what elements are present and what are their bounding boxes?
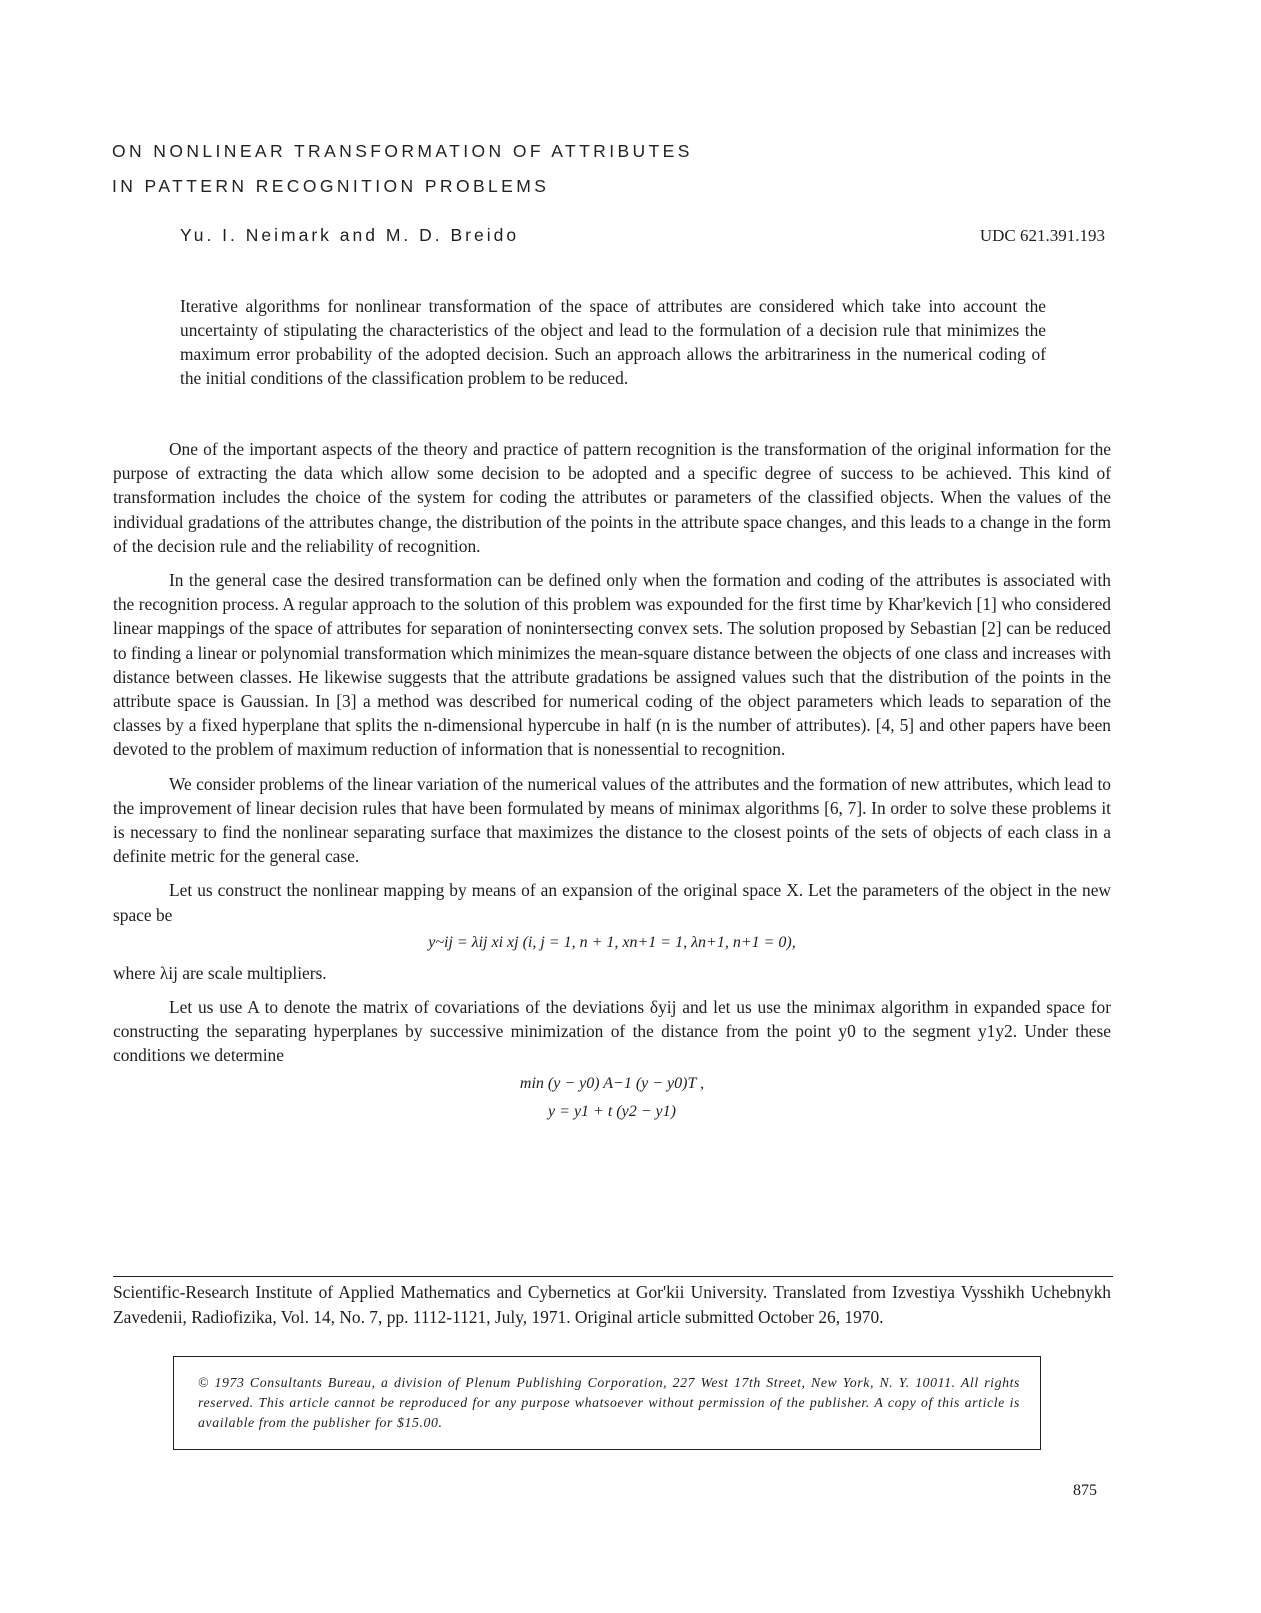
authors: Yu. I. Neimark and M. D. Breido [180, 225, 520, 245]
paragraph-1: One of the important aspects of the theory and practice of pattern recognition is the transformation of the original information for the purpose of extracting the data which allow some decision to be adopted and a specific degree of success to be achieved. This kind of transformation includes the choice of the system for coding the attributes or parameters of the classified objects. When the values of the individual gradations of the attributes change, the distribution of the points in the attribute space changes, and this leads to a change in the form of the decision rule and the reliability of recognition. [113, 439, 1111, 556]
equation-segment: y = y1 + t (y2 − y1) [548, 1102, 676, 1120]
equation-mapping: y~ij = λij xi xj (i, j = 1, n + 1, xn+1 = 1, λn+1, n+1 = 0), [428, 933, 796, 951]
title-line-2: IN PATTERN RECOGNITION PROBLEMS [112, 176, 550, 196]
abstract: Iterative algorithms for nonlinear transformation of the space of attributes are considered which take into account the uncertainty of stipulating the characteristics of the object and lead to the formulation of a decision rule that minimizes the maximum error probability of the adopted decision. Such an approach allows the arbitrariness in the numerical coding of the initial conditions of the classification problem to be reduced. [180, 296, 1046, 388]
body-text [113, 437, 1111, 1124]
page-number: 875 [1073, 1482, 1097, 1499]
udc-code: UDC 621.391.193 [979, 226, 1105, 245]
copyright-box [173, 1356, 1041, 1450]
footnote: Scientific-Research Institute of Applied Mathematics and Cybernetics at Gor'kii University. Translated from Izvestiya Vysshikh Uchebnykh Zavedenii, Radiofizika, Vol. 14, No. 7, pp. 1112-1121, July, 1971. Original article submitted October 26, 1970. [113, 1282, 1111, 1327]
paragraph-3: We consider problems of the linear variation of the numerical values of the attributes and the formation of new attributes, which lead to the improvement of linear decision rules that have been formulated by means of minimax algorithms [6, 7]. In order to solve these problems it is necessary to find the nonlinear separating surface that maximizes the distance to the closest points of the sets of objects of each class in a definite metric for the general case. [113, 773, 1111, 867]
paragraph-6: Let us use A to denote the matrix of covariations of the deviations δyij and let us use the minimax algorithm in expanded space for constructing the separating hyperplanes by successive minimization of the distance from the point y0 to the segment y1y2. Under these conditions we determine [113, 997, 1111, 1066]
paragraph-2: In the general case the desired transformation can be defined only when the formation and coding of the attributes is associated with the recognition process. A regular approach to the solution of this problem was expounded for the first time by Khar'kevich [1] who considered linear mappings of the space of attributes for separation of nonintersecting convex sets. The solution proposed by Sebastian [2] can be reduced to finding a linear or polynomial transformation which minimizes the mean-square distance between the objects of one class and increases with distance between classes. He likewise suggests that the attribute gradations be assigned values such that the distribution of the points in the attribute space is Gaussian. In [3] a method was described for numerical coding of the object parameters which leads to separation of the classes by a fixed hyperplane that splits the n-dimensional hypercube in half (n is the number of attributes). [4, 5] and other papers have been devoted to the problem of maximum reduction of information that is nonessential to recognition. [113, 570, 1111, 760]
copyright-notice: © 1973 Consultants Bureau, a division of Plenum Publishing Corporation, 227 West 17th Street, New York, N. Y. 10011. All rights reserved. This article cannot be reproduced for any purpose whatsoever without permission of the publisher. A copy of this article is available from the publisher for $15.00. [198, 1375, 1020, 1430]
equation-min: min (y − y0) A−1 (y − y0)T , [519, 1074, 705, 1092]
title-line-1: ON NONLINEAR TRANSFORMATION OF ATTRIBUTES [112, 141, 693, 161]
paragraph-4: Let us construct the nonlinear mapping by means of an expansion of the original space X. Let the parameters of the object in the new space be [113, 880, 1111, 925]
footnote-rule [113, 1276, 1113, 1277]
paragraph-5: where λij are scale multipliers. [113, 962, 327, 983]
